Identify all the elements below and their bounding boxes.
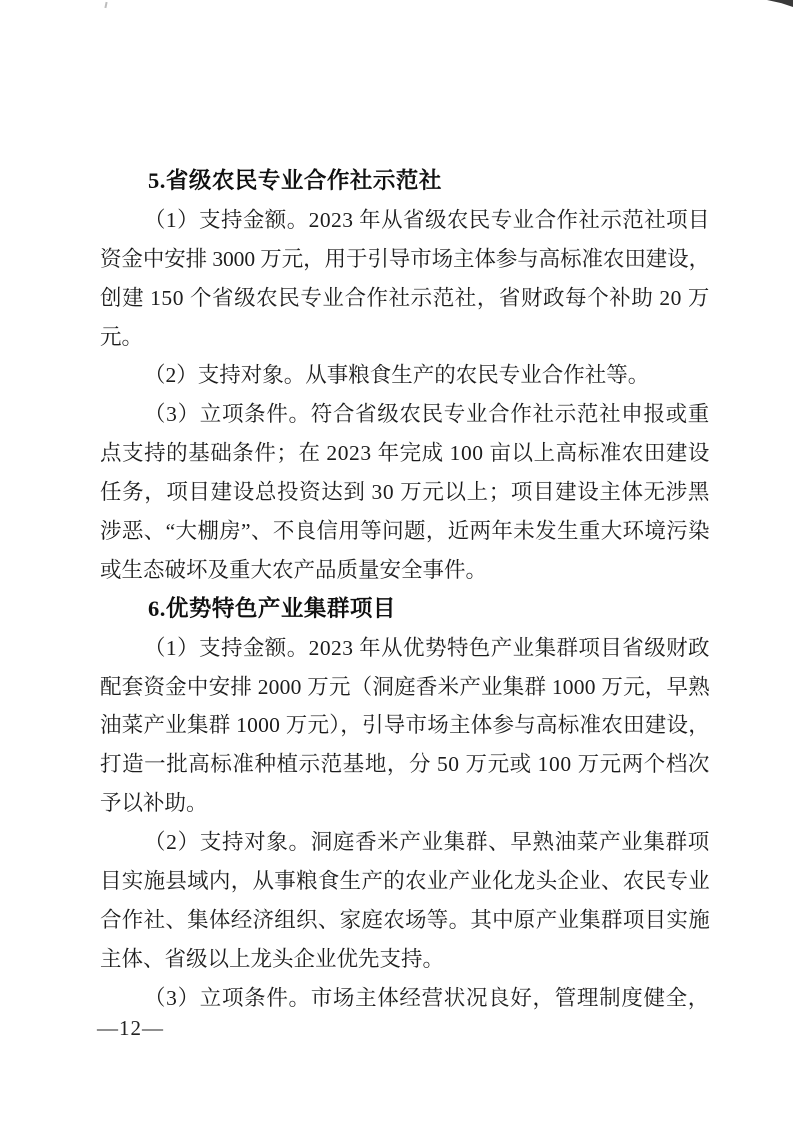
- scan-smudge-artifact: [767, 0, 793, 7]
- text-line: 资金中安排 3000 万元，用于引导市场主体参与高标准农田建设，: [100, 246, 710, 271]
- text-line: 目实施县域内，从事粮食生产的农业产业化龙头企业、农民专业: [100, 869, 710, 894]
- text-line: 任务，项目建设总投资达到 30 万元以上；项目建设主体无涉黑: [100, 480, 710, 505]
- text-line: 元。: [100, 324, 144, 349]
- text-line: 予以补助。: [100, 791, 208, 816]
- scan-speck-artifact: [104, 2, 107, 8]
- text-line: 点支持的基础条件；在 2023 年完成 100 亩以上高标准农田建设: [100, 441, 710, 466]
- text-line: 打造一批高标准种植示范基地，分 50 万元或 100 万元两个档次: [100, 752, 710, 777]
- text-line: （2）支持对象。从事粮食生产的农民专业合作社等。: [144, 363, 650, 388]
- document-content: [100, 162, 710, 1018]
- text-line: 或生态破坏及重大农产品质量安全事件。: [100, 557, 488, 582]
- text-line: 涉恶、“大棚房”、不良信用等问题，近两年未发生重大环境污染: [100, 519, 710, 544]
- text-line: （3）立项条件。市场主体经营状况良好，管理制度健全，: [144, 985, 710, 1010]
- text-line: （3）立项条件。符合省级农民专业合作社示范社申报或重: [144, 402, 710, 427]
- section-6-advantage-industry-cluster: [100, 590, 710, 1018]
- section-5-provincial-farmer-coop-demo: [100, 162, 710, 590]
- text-line: 创建 150 个省级农民专业合作社示范社，省财政每个补助 20 万: [100, 285, 710, 310]
- text-line: 合作社、集体经济组织、家庭农场等。其中原产业集群项目实施: [100, 907, 710, 932]
- text-line: （2）支持对象。洞庭香米产业集群、早熟油菜产业集群项: [144, 830, 710, 855]
- section-heading: 5.省级农民专业合作社示范社: [148, 168, 442, 193]
- text-line: （1）支持金额。2023 年从优势特色产业集群项目省级财政: [144, 635, 710, 660]
- text-line: 油菜产业集群 1000 万元），引导市场主体参与高标准农田建设，: [100, 713, 710, 738]
- text-line: 配套资金中安排 2000 万元（洞庭香米产业集群 1000 万元，早熟: [100, 674, 710, 699]
- section-heading: 6.优势特色产业集群项目: [148, 595, 396, 621]
- page-number: —12—: [97, 1016, 164, 1040]
- text-line: （1）支持金额。2023 年从省级农民专业合作社示范社项目: [144, 207, 710, 232]
- text-line: 主体、省级以上龙头企业优先支持。: [100, 946, 445, 971]
